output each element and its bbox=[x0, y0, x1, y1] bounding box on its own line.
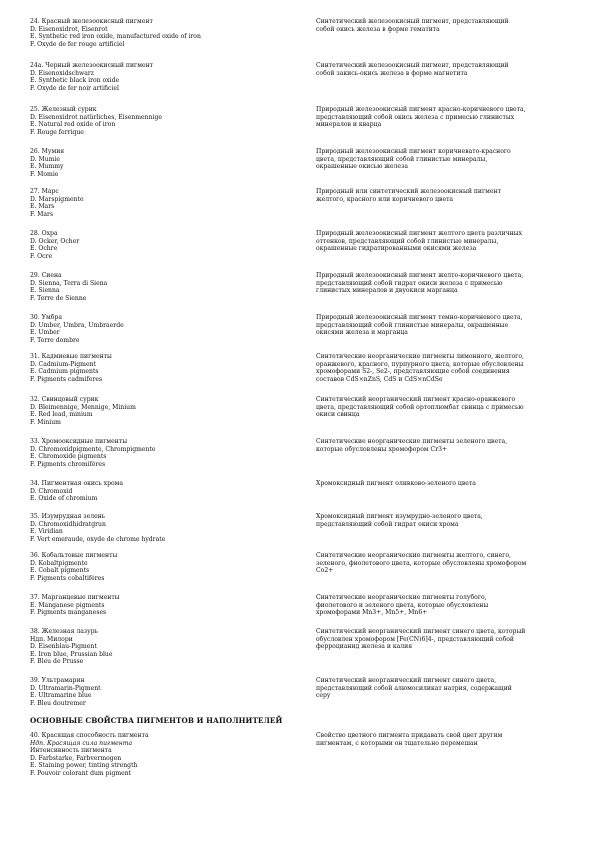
definition-line: хромофорами Mn3+, Mn5+, Mn6+ bbox=[316, 609, 428, 617]
term-names bbox=[30, 677, 300, 707]
term-translation: E. Viridian bbox=[30, 528, 63, 536]
term-heading: 32. Свинцовый сурик bbox=[30, 396, 99, 403]
term-names bbox=[30, 188, 300, 218]
term-names bbox=[30, 148, 300, 178]
term-heading: 34. Пигментная окись хрома bbox=[30, 480, 124, 487]
term-translation: F. Bleu doutremer bbox=[30, 699, 86, 707]
definition-line: представляющий собой глинистые минералы, окрашенные bbox=[316, 321, 509, 329]
definition-line: минералов и кварца bbox=[316, 121, 382, 129]
term-translation: F. Oxyde de fer noir artificiel bbox=[30, 84, 119, 92]
definition-line: составов CdS×nZnS, CdS и CdS×nCdSe bbox=[316, 375, 443, 383]
definition-line: Природный железоокисный пигмент желтого цвета различных bbox=[316, 230, 523, 237]
term-heading: 38. Железная лазурь bbox=[30, 628, 98, 635]
definition-line: представляющий собой алюмосиликат натрия, содержащий bbox=[316, 684, 512, 692]
term-translation: D. Marspigmente bbox=[30, 195, 84, 203]
definition-line: Природный железоокисный пигмент красно-коричневого цвета, bbox=[316, 106, 526, 113]
term-translation: D. Eisenoxidrot natürliches, Eisenmennige bbox=[30, 113, 162, 121]
term-translation: F. Pigments chromifères bbox=[30, 460, 106, 468]
term-definition bbox=[316, 628, 581, 651]
term-heading: 33. Хромооксидные пигменты bbox=[30, 438, 128, 445]
term-translation: F. Ocre bbox=[30, 252, 53, 260]
term-translation: E. Umber bbox=[30, 329, 60, 337]
section-title: ОСНОВНЫЕ СВОЙСТВА ПИГМЕНТОВ И НАПОЛНИТЕЛЕЙ bbox=[30, 716, 283, 725]
definition-line: фиолетового и зеленого цвета, которые обусловлены bbox=[316, 601, 489, 609]
definition-line: представляющий собой окись железа с примесью глинистых bbox=[316, 113, 515, 121]
term-translation: D. Bleimennige, Mennige, Minium bbox=[30, 403, 136, 411]
term-translation: E. Ultramarine blue bbox=[30, 692, 92, 700]
definition-line: Синтетический железоокисный пигмент, представляющий bbox=[316, 18, 509, 25]
term-names bbox=[30, 552, 300, 582]
definition-line: окрашенные окисью железа bbox=[316, 163, 408, 171]
term-definition bbox=[316, 732, 581, 747]
term-definition bbox=[316, 62, 581, 77]
term-names bbox=[30, 353, 300, 383]
definition-line: Природный железоокисный пигмент желто-коричневого цвета, bbox=[316, 272, 524, 279]
definition-line: цвета, представляющий собой ортоплюмбат свинца с примесью bbox=[316, 403, 524, 411]
term-definition bbox=[316, 272, 581, 295]
term-heading: 35. Изумрудная зелень bbox=[30, 513, 106, 520]
term-translation: D. Kobaltpigmente bbox=[30, 559, 88, 567]
term-translation: F. Bleu de Prusse bbox=[30, 658, 84, 666]
term-translation: F. Terre de Sienne bbox=[30, 294, 87, 302]
term-translation: F. Rouge ferrique bbox=[30, 128, 84, 136]
term-definition bbox=[316, 188, 581, 203]
term-translation: D. Eisenoxidschwarz bbox=[30, 69, 94, 77]
definition-line: Синтетический железоокисный пигмент, представляющий bbox=[316, 62, 509, 69]
term-names bbox=[30, 106, 300, 136]
definition-line: обусловлен хромофором [Fe(CN)6]4-, представляющий собой bbox=[316, 635, 514, 643]
term-translation: E. Synthetic red iron oxide, manufactured oxide of iron bbox=[30, 33, 201, 41]
definition-line: которые обусловлены хромофором Cr3+ bbox=[316, 445, 448, 453]
term-names bbox=[30, 628, 300, 666]
term-definition bbox=[316, 106, 581, 129]
term-translation: E. Staining power, tinting strength bbox=[30, 762, 138, 770]
term-heading: 26. Мумия bbox=[30, 148, 65, 155]
term-definition bbox=[316, 396, 581, 419]
definition-line: Синтетический неорганический пигмент синего цвета, bbox=[316, 677, 497, 684]
term-heading: 24a. Черный железоокисный пигмент bbox=[30, 62, 154, 69]
term-translation: D. Ocker, Ocher bbox=[30, 237, 80, 245]
term-heading: 31. Кадмиевые пигменты bbox=[30, 353, 112, 360]
term-translation: D. Chromoxidpigmente, Chrompigmente bbox=[30, 445, 156, 453]
term-translation: F. Oxyde de fer rouge artificiel bbox=[30, 40, 125, 48]
term-definition bbox=[316, 552, 581, 575]
term-heading: 25. Железный сурик bbox=[30, 106, 97, 113]
term-definition bbox=[316, 480, 581, 488]
definition-line: зеленого, фиолетового цвета, которые обусловлены хромофором bbox=[316, 559, 527, 567]
definition-line: Природный железоокисный пигмент коричневато-красного bbox=[316, 148, 511, 155]
definition-line: пигментам, с которыми он тщательно перемешан bbox=[316, 739, 478, 747]
term-translation: E. Sienna bbox=[30, 287, 60, 295]
definition-line: Хромоксидный пигмент оливково-зеленого цвета bbox=[316, 480, 476, 487]
term-translation: F. Vert emeraude, oxyde de chrome hydrate bbox=[30, 535, 166, 543]
term-names bbox=[30, 230, 300, 260]
term-definition bbox=[316, 677, 581, 700]
definition-line: окисями железа и марганца bbox=[316, 329, 408, 337]
definition-line: ферроцианид железа и калия bbox=[316, 643, 413, 651]
term-translation: E. Red lead, minium bbox=[30, 411, 93, 419]
definition-line: оранжевого, красного, пурпурного цвета, которые обусловлены bbox=[316, 360, 524, 368]
term-definition bbox=[316, 314, 581, 337]
definition-line: Синтетические неорганические пигменты лимонного, желтого, bbox=[316, 353, 524, 360]
term-translation: D. Chromoxidhidratgrun bbox=[30, 520, 106, 528]
term-heading: 29. Сиена bbox=[30, 272, 62, 279]
term-names bbox=[30, 594, 300, 617]
term-translation: D. Ultramarin-Pigment bbox=[30, 684, 101, 692]
definition-line: серу bbox=[316, 692, 331, 700]
term-translation: E. Synthetic black iron oxide bbox=[30, 77, 120, 85]
term-names bbox=[30, 480, 300, 503]
definition-line: оттенков, представляющий собой глинистые минералы, bbox=[316, 237, 499, 245]
definition-line: хромофорами S2-, Se2-, представляющие собой соединения bbox=[316, 368, 510, 376]
term-translation: F. Minium bbox=[30, 418, 61, 426]
definition-line: Синтетический неорганический пигмент красно-оранжевого bbox=[316, 396, 516, 403]
term-translation: F. Pigments cadmiferes bbox=[30, 375, 103, 383]
definition-line: глинистых минералов и двуокиси марганца bbox=[316, 287, 458, 295]
term-definition bbox=[316, 353, 581, 383]
term-names bbox=[30, 314, 300, 344]
definition-line: представляющий собой гидрат окиси железа с примесью bbox=[316, 279, 503, 287]
definition-line: Синтетический неорганический пигмент синего цвета, который bbox=[316, 628, 526, 635]
term-definition bbox=[316, 594, 581, 617]
definition-line: собой окись железа в форме гематита bbox=[316, 25, 440, 33]
term-names bbox=[30, 438, 300, 468]
term-definition bbox=[316, 513, 581, 528]
definition-line: Природный железоокисный пигмент темно-коричневого цвета, bbox=[316, 314, 523, 321]
definition-line: собой закись-окись железа в форме магнетита bbox=[316, 69, 468, 77]
term-heading: 36. Кобальтовые пигменты bbox=[30, 552, 118, 559]
term-names bbox=[30, 396, 300, 426]
definition-line: окрашенные гидратированными окисями железа bbox=[316, 245, 477, 253]
term-heading: 28. Охра bbox=[30, 230, 58, 237]
term-names bbox=[30, 18, 300, 48]
definition-line: Хромоксидный пигмент изумрудно-зеленого цвета, bbox=[316, 513, 483, 520]
term-translation: E. Mars bbox=[30, 203, 55, 211]
term-translation: D. Sienna, Terra di Siena bbox=[30, 279, 108, 287]
term-translation: E. Iron blue, Prussian blue bbox=[30, 650, 113, 658]
definition-line: Свойство цветного пигмента придавать свой цвет другим bbox=[316, 732, 503, 739]
term-definition bbox=[316, 18, 581, 33]
term-heading: 24. Красный железоокисный пигмент bbox=[30, 18, 153, 25]
term-translation: F. Momie bbox=[30, 170, 59, 178]
definition-line: Синтетические неорганические пигменты зеленого цвета, bbox=[316, 438, 508, 445]
term-heading: 37. Марганцевые пигменты bbox=[30, 594, 120, 601]
term-translation: D. Mumie bbox=[30, 155, 61, 163]
term-translation: Ндп. Красящая сила пигмента bbox=[30, 739, 133, 747]
term-translation: F. Pigments manganeses bbox=[30, 609, 107, 617]
term-translation: E. Cobalt pigments bbox=[30, 567, 90, 575]
definition-line: Co2+ bbox=[316, 567, 334, 575]
term-names bbox=[30, 732, 300, 778]
definition-line: Синтетические неорганические пигменты голубого, bbox=[316, 594, 487, 601]
term-translation: E. Mummy bbox=[30, 163, 64, 171]
term-translation: E. Ochre bbox=[30, 245, 58, 253]
term-translation: Интенсивность пигмента bbox=[30, 747, 112, 755]
definition-line: представляющий собой гидрат окиси хрома bbox=[316, 520, 459, 528]
term-names bbox=[30, 62, 300, 92]
term-heading: 30. Умбра bbox=[30, 314, 62, 321]
term-translation: F. Pigments cobaltifères bbox=[30, 574, 105, 582]
term-translation: D. Eisenblau-Pigment bbox=[30, 643, 97, 651]
definition-line: Природный или синтетический железоокисный пигмент bbox=[316, 188, 501, 195]
definition-line: окиси свинца bbox=[316, 411, 360, 419]
term-translation: E. Oxide of chromium bbox=[30, 495, 98, 503]
term-translation: E. Cadmium pigments bbox=[30, 368, 99, 376]
term-translation: D. Chromoxid bbox=[30, 487, 73, 495]
term-translation: E. Manganese pigments bbox=[30, 601, 105, 609]
term-names bbox=[30, 513, 300, 543]
term-translation: D. Farbstarke, Farbvermogen bbox=[30, 754, 122, 762]
term-translation: E. Chromoxide pigments bbox=[30, 453, 107, 461]
term-translation: F. Pouvoir colorant dum pigment bbox=[30, 769, 132, 777]
term-translation: D. Cadmium-Pigment bbox=[30, 360, 96, 368]
term-definition bbox=[316, 230, 581, 253]
term-translation: E. Natural red oxide of iron bbox=[30, 121, 116, 129]
term-translation: F. Mars bbox=[30, 210, 54, 218]
term-translation: D. Umber, Umbra, Umbraerde bbox=[30, 321, 124, 329]
definition-line: желтого, красного или коричневого цвета bbox=[316, 195, 454, 203]
term-translation: F. Terre dombre bbox=[30, 336, 80, 344]
term-definition bbox=[316, 148, 581, 171]
term-definition bbox=[316, 438, 581, 453]
term-heading: 27. Марс bbox=[30, 188, 59, 195]
term-heading: 39. Ультрамарин bbox=[30, 677, 85, 684]
term-heading: 40. Красящая способность пигмента bbox=[30, 732, 149, 739]
term-translation: Ндп. Милори bbox=[30, 635, 73, 643]
term-names bbox=[30, 272, 300, 302]
term-translation: D. Eisenoxidrot, Eisenrot bbox=[30, 25, 108, 33]
definition-line: цвета, представляющий собой глинистые минералы, bbox=[316, 155, 488, 163]
definition-line: Синтетические неорганические пигменты желтого, синего, bbox=[316, 552, 511, 559]
